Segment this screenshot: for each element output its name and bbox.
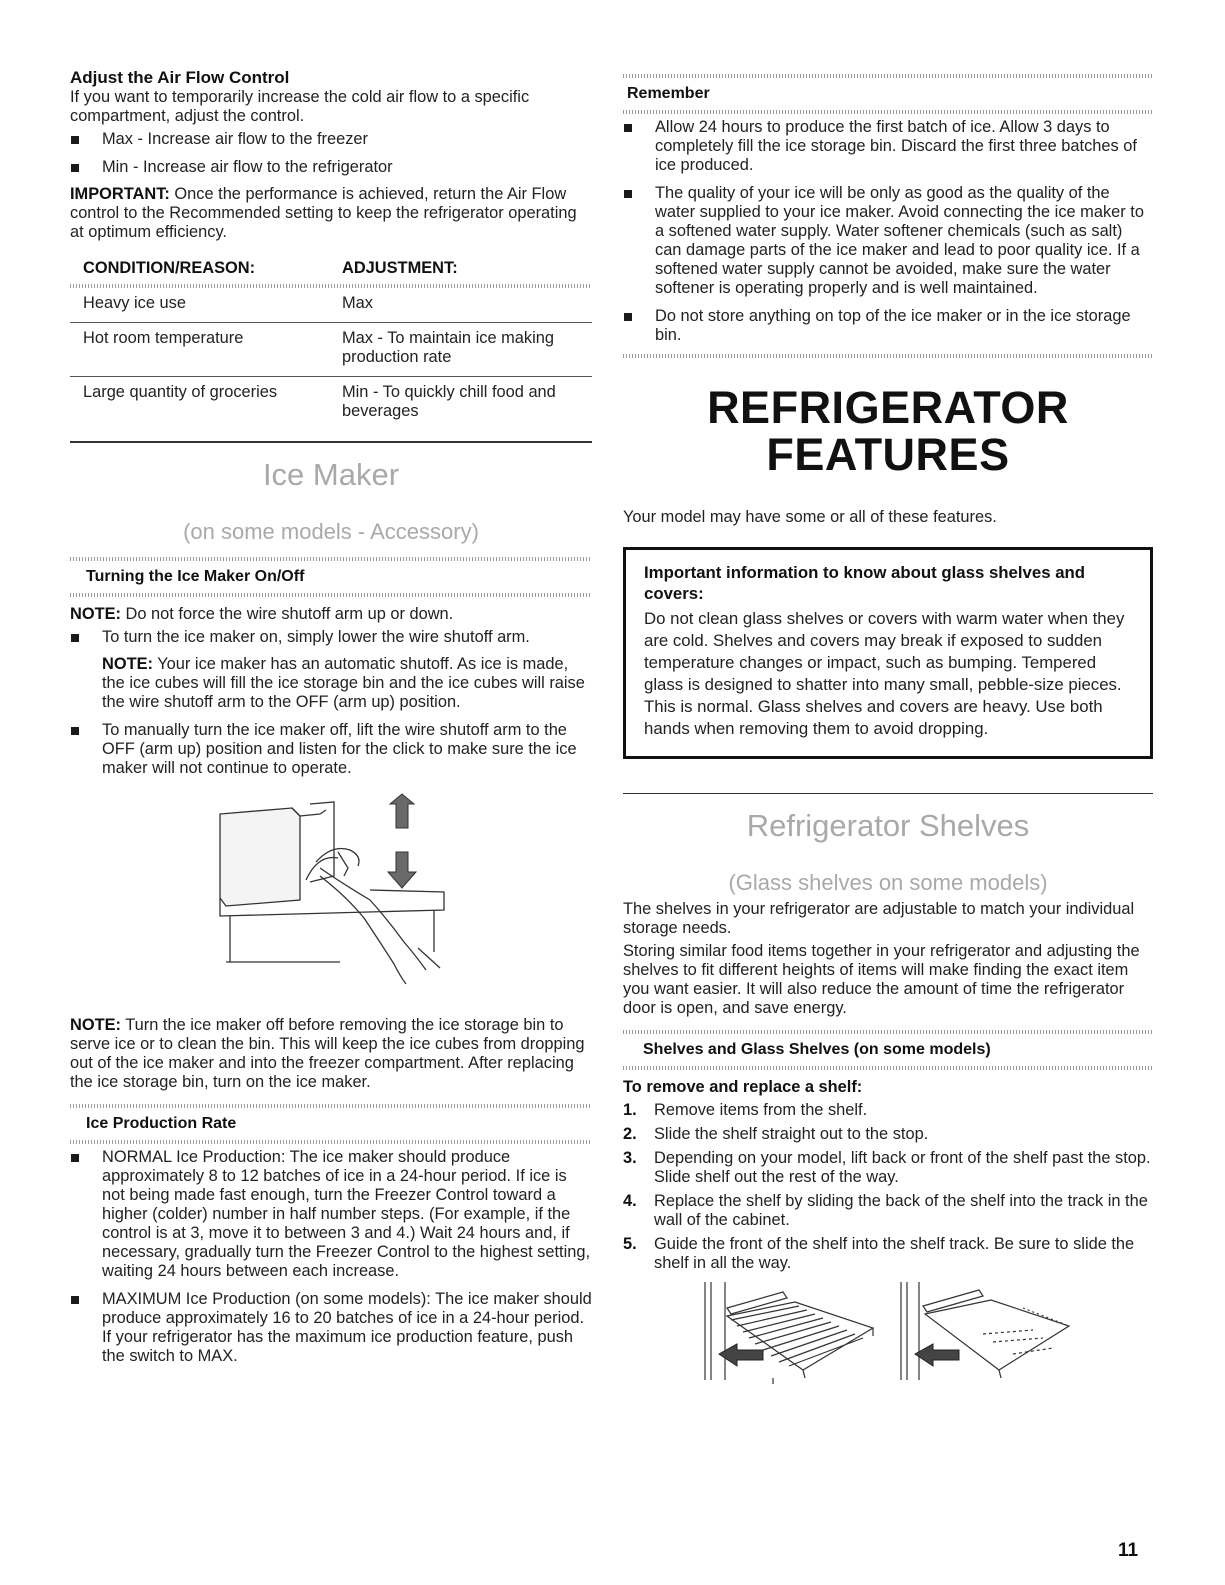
- features-title-line-1: REFRIGERATOR: [707, 382, 1069, 433]
- step-text: Depending on your model, lift back or front of the shelf past the stop. Slide shelf out the rest of the way.: [654, 1148, 1151, 1186]
- adjustment-table: [70, 256, 592, 441]
- step-text: Slide the shelf straight out to the stop.: [654, 1124, 929, 1143]
- features-title: [623, 384, 1153, 478]
- table-row: [70, 288, 592, 323]
- list-item: Min - Increase air flow to the refrigerator: [70, 158, 592, 177]
- list-item: NORMAL Ice Production: The ice maker should produce approximately 8 to 12 batches of ice in a 24-hour period. If ice is not being made fast enough, turn the Freezer Control toward a higher (colder) number in half number steps. (For example, if the control is at 3, move it to between 3 and 4.) Wait 24 hours and, if necessary, gradually turn the Freezer Control to the highest setting, waiting 24 hours between each increase.: [70, 1148, 592, 1281]
- ice-maker-subtitle: (on some models - Accessory): [183, 518, 479, 544]
- list-item: [623, 1101, 1153, 1120]
- list-item: The quality of your ice will be only as good as the quality of the water supplied to your ice maker. Avoid connecting the ice maker to a softened water supply. Water softener chemicals (such as salt) can damage parts of the ice maker and lead to poor quality ice. If a softened water supply cannot be avoided, make sure the water softener is operating properly and is well maintained.: [623, 184, 1153, 298]
- production-subhead: [70, 1104, 592, 1144]
- list-item: MAXIMUM Ice Production (on some models): The ice maker should produce approximately 16 to 20 batches of ice in a 24-hour period. If your refrigerator has the maximum ice production feature, push the switch to MAX.: [70, 1290, 592, 1366]
- step-number: 1.: [623, 1100, 637, 1119]
- shelves-para-2: Storing similar food items together in your refrigerator and adjusting the shelves to fit different heights of items will make finding the exact item you want easier. It will also reduce the amount of time the refrigerator door is open, and save energy.: [623, 941, 1140, 1017]
- shelves-title: Refrigerator Shelves: [746, 808, 1030, 844]
- table-cell: Large quantity of groceries: [70, 377, 342, 442]
- ice-maker-drawing: [70, 792, 592, 1008]
- ice-bullets: [70, 628, 592, 778]
- remember-title: Remember: [627, 85, 710, 102]
- list-item: [70, 628, 592, 712]
- note-text: Do not force the wire shutoff arm up or down.: [121, 604, 454, 623]
- step-number: 2.: [623, 1124, 637, 1143]
- section-rule: [70, 441, 592, 443]
- glass-shelf-figure: [901, 1282, 1069, 1380]
- table-cell: Max - To maintain ice making production rate: [342, 323, 592, 377]
- hatch-divider: [623, 354, 1153, 358]
- features-title-line-2: FEATURES: [766, 429, 1010, 480]
- ice-note-1: [70, 605, 592, 624]
- note-label: NOTE:: [102, 654, 153, 673]
- note-text: Your ice maker has an automatic shutoff. As ice is made, the ice cubes will fill the ice storage bin and the ice cubes will raise the wire shutoff arm to the OFF (arm up) position.: [102, 654, 585, 711]
- shelf-illustrations: [623, 1278, 1153, 1388]
- turning-title: Turning the Ice Maker On/Off: [86, 567, 305, 585]
- section-rule: [623, 793, 1153, 794]
- air-flow-heading: Adjust the Air Flow Control: [70, 68, 290, 87]
- air-flow-important: [70, 185, 592, 242]
- step-number: 5.: [623, 1234, 637, 1253]
- list-item: [623, 1235, 1153, 1273]
- shelves-subtitle: (Glass shelves on some models): [728, 869, 1048, 895]
- list-item-text: To turn the ice maker on, simply lower the wire shutoff arm.: [102, 627, 530, 646]
- table-cell: Min - To quickly chill food and beverages: [342, 377, 592, 442]
- list-item: [623, 1192, 1153, 1230]
- shelf-steps: [623, 1101, 1153, 1273]
- list-item: [623, 1149, 1153, 1187]
- hatch-divider: [623, 1066, 1153, 1070]
- shelves-para-1: The shelves in your refrigerator are adjustable to match your individual storage needs.: [623, 899, 1135, 937]
- production-title: Ice Production Rate: [86, 1114, 237, 1132]
- remove-shelf-heading: To remove and replace a shelf:: [623, 1077, 863, 1096]
- list-item: Allow 24 hours to produce the first batch of ice. Allow 3 days to completely fill the ice storage bin. Discard the first three batches of ice produced.: [623, 118, 1153, 175]
- note-label: NOTE:: [70, 604, 121, 623]
- ice-maker-illustration: [70, 792, 592, 1008]
- step-text: Remove items from the shelf.: [654, 1100, 868, 1119]
- shelves-subhead: [623, 1030, 1153, 1070]
- ice-note-2: [70, 1016, 592, 1092]
- right-column: [623, 68, 1153, 1388]
- arrow-icon: [915, 1344, 959, 1366]
- step-number: 4.: [623, 1191, 637, 1210]
- hatch-divider: [70, 593, 592, 597]
- table-row: [70, 323, 592, 377]
- hatch-divider: [70, 1140, 592, 1144]
- list-item: To manually turn the ice maker off, lift the wire shutoff arm to the OFF (arm up) position and listen for the click to make sure the ice maker will not continue to operate.: [70, 721, 592, 778]
- hatch-divider: [623, 110, 1153, 114]
- glass-warning-box: [623, 547, 1153, 759]
- table-row: [70, 377, 592, 442]
- remember-bullets: [623, 118, 1153, 345]
- note-text: Turn the ice maker off before removing the ice storage bin to serve ice or to clean the bin. This will keep the ice cubes from dropping out of the ice maker and into the freezer compartment. After replacing the ice storage bin, turn on the ice maker.: [70, 1015, 585, 1091]
- warning-title: Important information to know about glass shelves and covers:: [644, 563, 1086, 604]
- warning-text: Do not clean glass shelves or covers with warm water when they are cold. Shelves and covers may break if exposed to sudden temperature changes or impact, such as bumping. Tempered glass is designed to shatter into many small, pebble-size pieces. This is normal. Glass shelves and covers are heavy. Use both hands when removing them to avoid dropping.: [644, 609, 1125, 739]
- list-item: Max - Increase air flow to the freezer: [70, 130, 592, 149]
- ice-maker-title: Ice Maker: [262, 457, 400, 492]
- page-number: 11: [1118, 1540, 1139, 1561]
- important-label: IMPORTANT:: [70, 185, 170, 203]
- step-number: 3.: [623, 1148, 637, 1167]
- table-header-adjustment: ADJUSTMENT:: [342, 259, 458, 277]
- wire-shelf-figure: [705, 1282, 873, 1384]
- note-label: NOTE:: [70, 1015, 121, 1034]
- list-item: [623, 1125, 1153, 1144]
- remember-subhead: [623, 74, 1153, 114]
- table-cell: Max: [342, 294, 373, 312]
- left-column: [70, 68, 592, 1375]
- air-flow-bullets: [70, 130, 592, 177]
- table-cell: Heavy ice use: [83, 294, 186, 312]
- bullet-note: [102, 655, 592, 712]
- step-text: Replace the shelf by sliding the back of the shelf into the track in the wall of the cabinet.: [654, 1191, 1148, 1229]
- features-intro: Your model may have some or all of these features.: [623, 508, 997, 527]
- important-text: Once the performance is achieved, return the Air Flow control to the Recommended setting to keep the refrigerator operating at optimum efficiency.: [70, 185, 577, 241]
- table-header-condition: CONDITION/REASON:: [83, 259, 256, 277]
- table-cell: Hot room temperature: [70, 323, 342, 377]
- production-bullets: [70, 1148, 592, 1366]
- shelf-drawing: [623, 1278, 1153, 1388]
- shelves-box-title: Shelves and Glass Shelves (on some models): [643, 1040, 991, 1058]
- air-flow-intro: If you want to temporarily increase the cold air flow to a specific compartment, adjust the control.: [70, 88, 530, 125]
- list-item: Do not store anything on top of the ice maker or in the ice storage bin.: [623, 307, 1153, 345]
- step-text: Guide the front of the shelf into the shelf track. Be sure to slide the shelf in all the way.: [654, 1234, 1135, 1272]
- turning-subhead: [70, 557, 592, 597]
